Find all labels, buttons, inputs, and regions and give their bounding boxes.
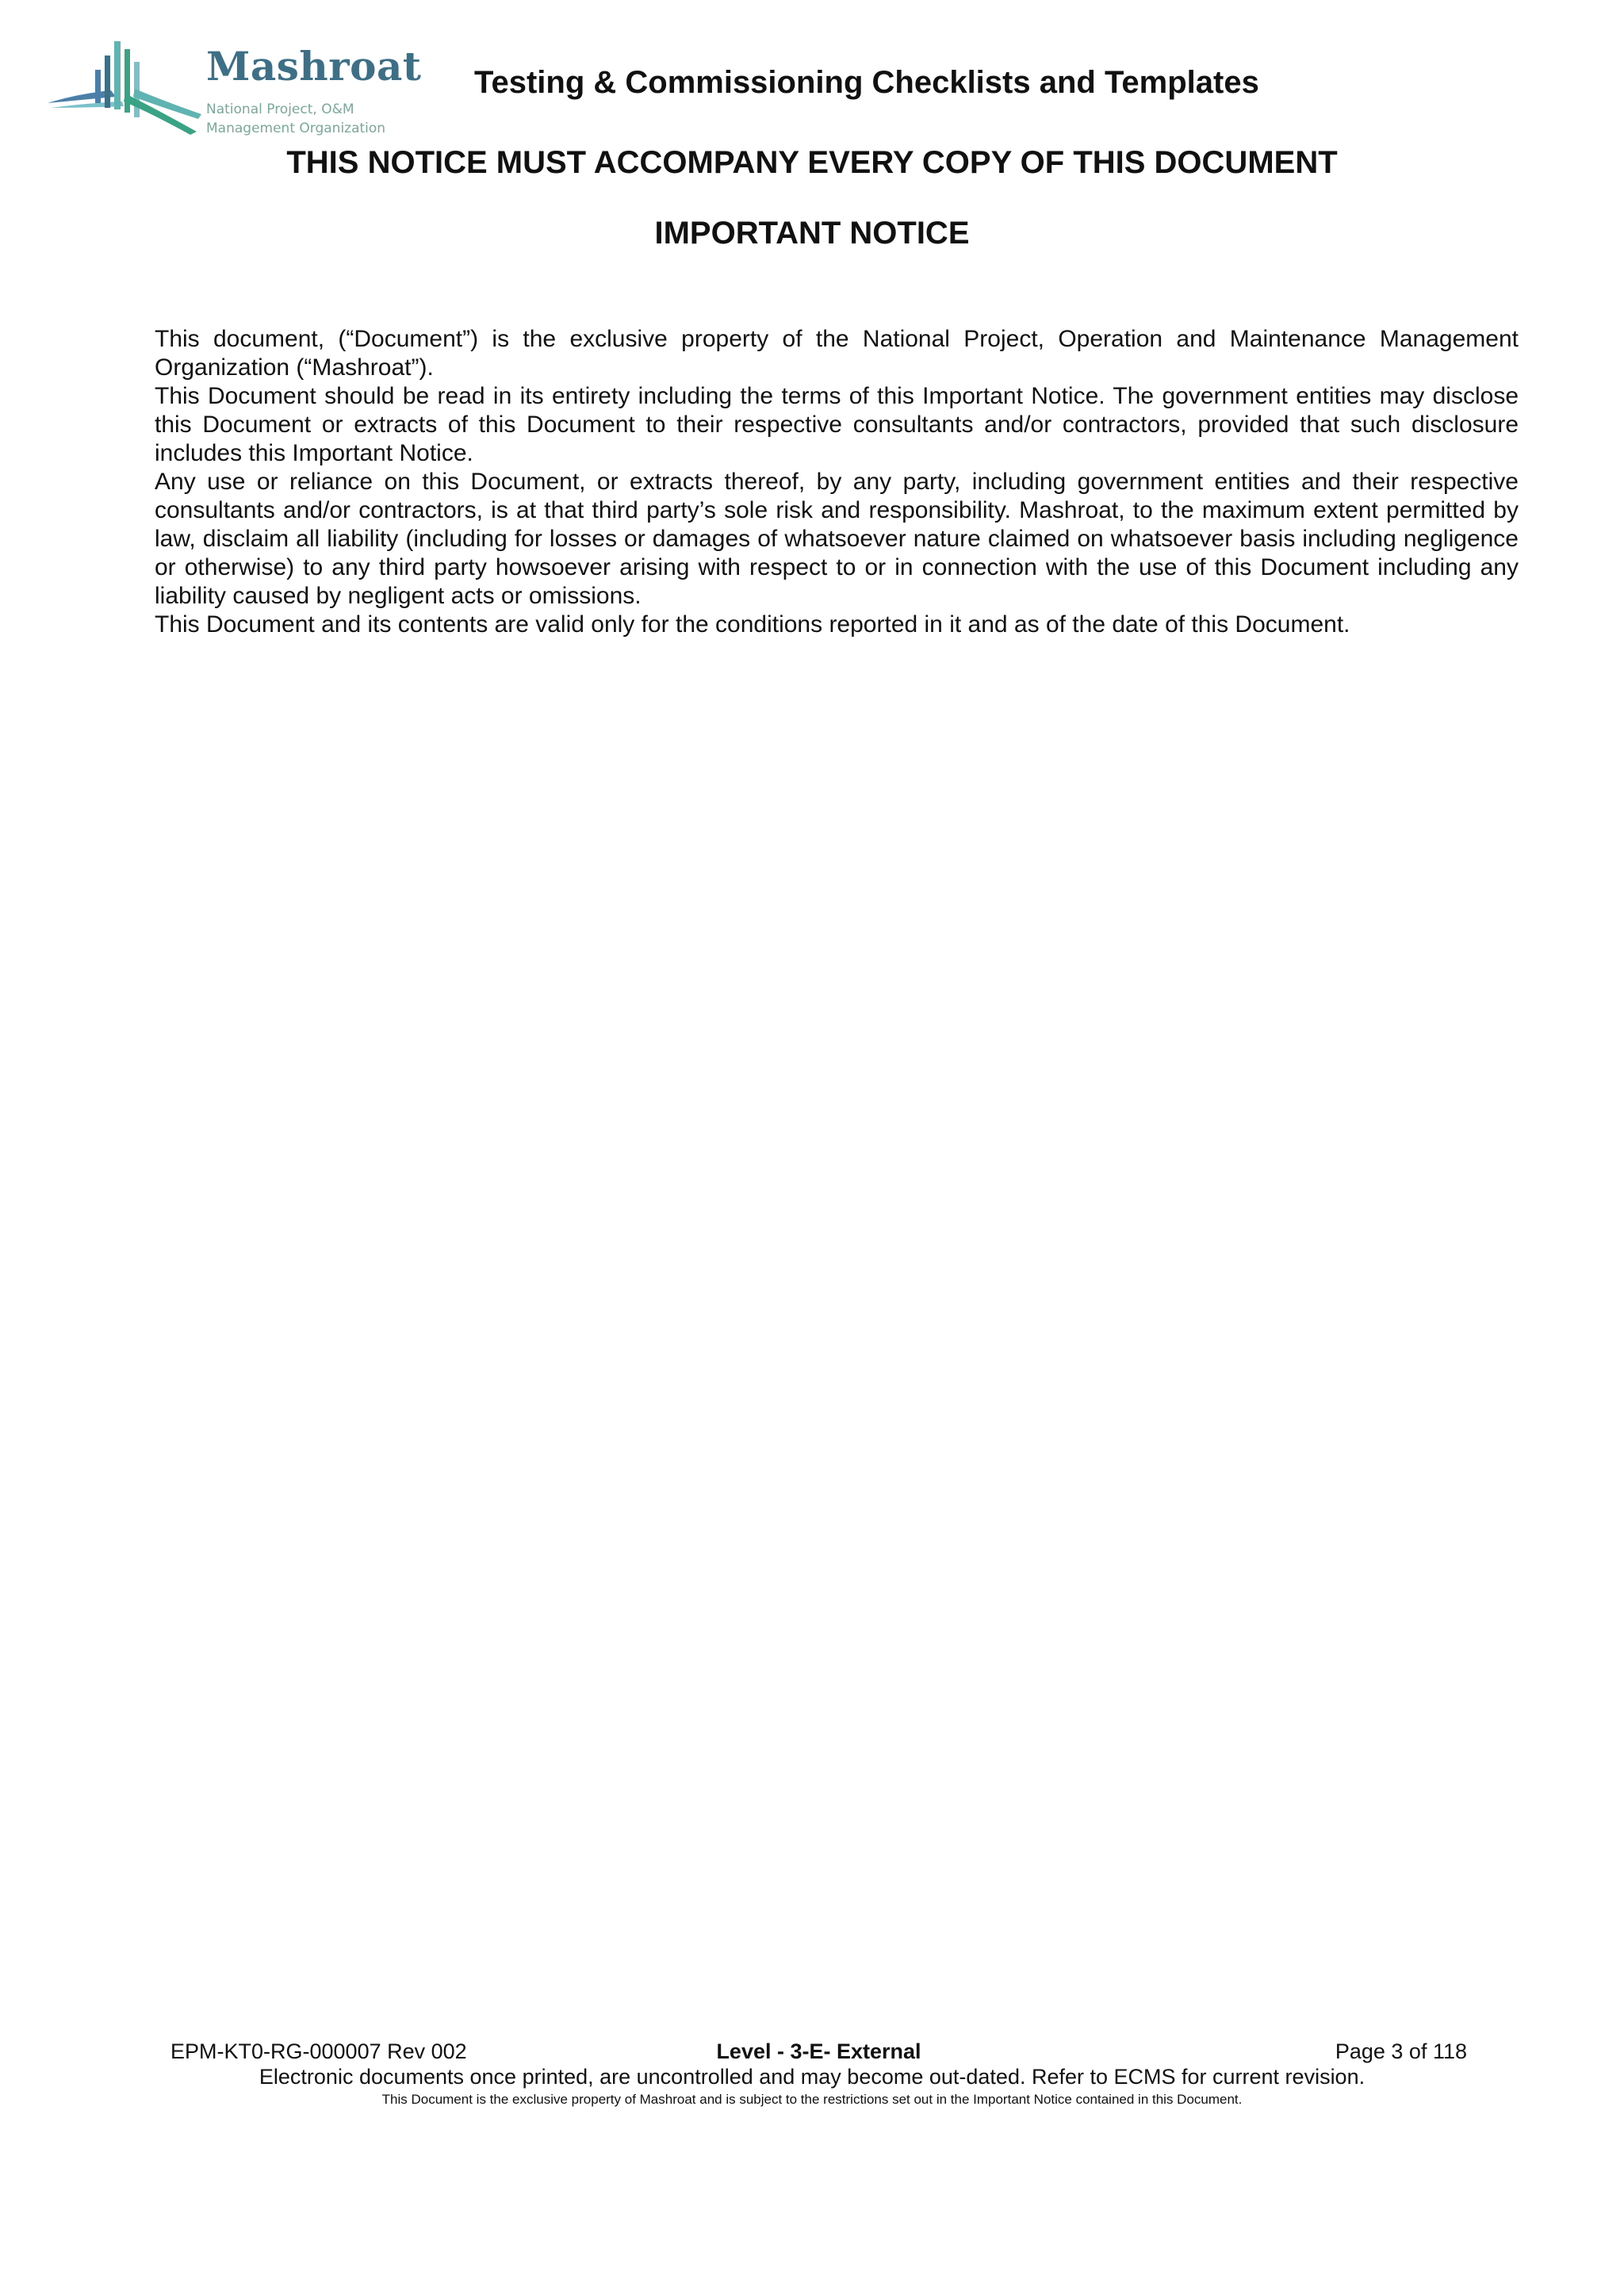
notice-paragraph: This Document and its contents are valid only for the conditions reported in it and as of the date of this Document. bbox=[155, 611, 1350, 638]
important-notice-heading: IMPORTANT NOTICE bbox=[654, 216, 970, 251]
notice-paragraph: This Document should be read in its entirety including the terms of this Important Notice. The government entities may disclose this Document or extracts of this Document to their respective consultants and/or contractors, provided that such disclosure includes this Important Notice. bbox=[155, 383, 1519, 466]
footer-property-notice: This Document is the exclusive property of Mashroat and is subject to the restrictions set out in the Important Notice contained in this Document. bbox=[381, 2092, 1243, 2107]
notice-heading: THIS NOTICE MUST ACCOMPANY EVERY COPY OF THIS DOCUMENT bbox=[286, 145, 1338, 180]
logo-subtitle-line1: National Project, O&M bbox=[206, 101, 354, 117]
logo-subtitle-line2: Management Organization bbox=[206, 121, 386, 136]
logo-name: Mashroat bbox=[206, 43, 422, 90]
footer-print-notice: Electronic documents once printed, are uncontrolled and may become out-dated. Refer to ECMS for current revision. bbox=[259, 2065, 1365, 2089]
document-title: Testing & Commissioning Checklists and Templates bbox=[474, 65, 1259, 100]
mashroat-logo-icon bbox=[46, 38, 205, 141]
mashroat-logo bbox=[46, 38, 422, 141]
notice-paragraph: Any use or reliance on this Document, or extracts thereof, by any party, including government entities and their respective consultants and/or contractors, is at that third party’s sole risk and responsibility. Mashroat, to the maximum extent permitted by law, disclaim all liability (including for losses or damages of whatsoever nature claimed on whatsoever basis including negligence or otherwise) to any third party howsoever arising with respect to or in connection with the use of this Document including any liability caused by negligent acts or omissions. bbox=[155, 469, 1519, 609]
notice-paragraph: This document, (“Document”) is the exclusive property of the National Project, Operation and Maintenance Management Organization (“Mashroat”). bbox=[155, 326, 1519, 381]
footer-page-number: Page 3 of 118 bbox=[1335, 2039, 1467, 2063]
footer-classification-level: Level - 3-E- External bbox=[716, 2039, 921, 2063]
notice-body bbox=[155, 325, 1519, 639]
footer bbox=[170, 2039, 1467, 2068]
footer-doc-number: EPM-KT0-RG-000007 Rev 002 bbox=[170, 2039, 467, 2063]
